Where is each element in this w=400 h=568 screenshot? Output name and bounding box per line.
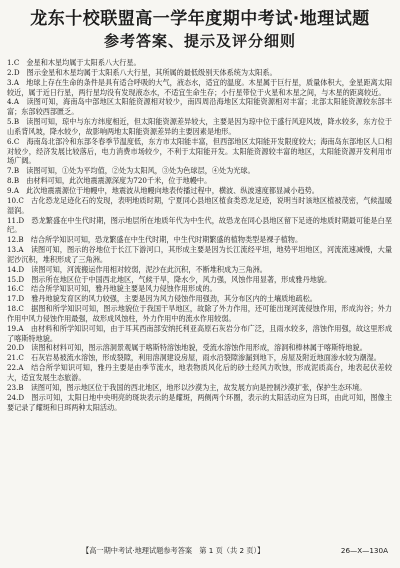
answer-item-7: 7.B 读图可知，①处为平均值，②处为太阳风，③处为色球层，④处为光球。 bbox=[7, 166, 255, 176]
answer-item-3: 3.A 地球上存在生命的条件是具有适合呼吸的大气，液态水，适宜的温度。木星属于巨行星，质量体积大，金星距离太阳较近，属于近日行星，两行星均没有发现液态水，不适宜生命生存；小行星带位于火星和木星之间，与木星的距离较近。 bbox=[7, 77, 392, 97]
answer-item-24: 24.D 图示可知，太阳日地中央明亮的斑块表示的是耀斑，两侧两个环圈，表示的太阳活动应为日珥，由此可知，图像主要记录了耀斑和日珥两种太阳活动。 bbox=[7, 392, 392, 412]
answer-item-19: 19.A 由材料和所学知识可知，由于耳其西南部安纳托利亚高原石灰岩分布广泛，且雨水较多，溶蚀作用强，故这里形成了喀斯特地貌。 bbox=[7, 323, 392, 343]
answer-item-23: 23.B 读图可知，图示地区位于我国的西北地区，地形以沙漠为主，故发展方向是控制沙漠扩张，保护生态环境。 bbox=[7, 382, 367, 392]
answer-item-1: 1.C 金星和木星均属于太阳系八大行星。 bbox=[7, 58, 141, 67]
answer-list bbox=[7, 58, 392, 412]
answer-item-22: 22.A 结合所学知识可知，雅丹主要是由季节流水，地表物质风化后的砂土经风力吹蚀，形成泥质高台，地表起伏差较大，适宜发展生态旅游。 bbox=[7, 363, 392, 382]
answer-item-12: 12.B 结合所学知识可知，恐龙繁盛在中生代时期，中生代时期繁盛的植物类型是裸子植物。 bbox=[7, 235, 303, 245]
answer-item-9: 9.A 此次地震震源位于地幔中，地震波从地幔向地表传播过程中，横波、纵波速度都显减小趋势。 bbox=[7, 185, 319, 195]
answer-item-4: 4.A 读图可知，海南岛中部地区太阳能资源相对较少，南四周沿海地区太阳能资源相对丰富；北部太阳能资源较东部丰富；东部较西部匮乏。 bbox=[7, 97, 392, 117]
page-footer bbox=[0, 546, 392, 558]
answer-item-6: 6.C 海南岛北部冷和东部冬春季节温度低，东方市太阳能丰富，但西部地区太阳能开发限度较大；海南岛东部地区人口相对较少，经济发展比较落后，电力消费市场较少，不利于太阳能开发。太阳能资源较丰富的地区，太阳能资源开发利用市场广阔。 bbox=[7, 136, 392, 166]
answer-item-15: 15.D 图示所在地区位于中国西北地区，气候干旱，降水少，风力强，风蚀作用显著，形成雅丹地貌。 bbox=[7, 274, 332, 284]
answer-item-11: 11.D 恐龙繁盛在中生代时期，图示地层所在地质年代为中生代，故恐龙在同心县地区留下足迹的地质时期最可能是白垩纪。 bbox=[7, 215, 392, 235]
answer-item-5: 5.B 读图可知，琼中与东方纬度相近，但太阳能资源差异较大，主要是因为琼中位于盛行风迎风坡，降水较多，东方位于山系背风坡，降水较少，故影响两地太阳能资源差异的主要因素是地形。 bbox=[7, 117, 392, 136]
answer-item-13: 13.A 读图可知，图示的谷地位于长江下游河口，其形成主要是因为长江流经平坦，地势平坦地区，河流流速减慢，大量泥沙沉积，堆积形成了三角洲。 bbox=[7, 245, 392, 264]
footer-exam-code: 26—X—130A bbox=[340, 546, 388, 555]
page-subtitle: 参考答案、提示及评分细则 bbox=[103, 32, 296, 50]
footer-page-info: 【高一期中考试·地理试题参考答案 第 1 页（共 2 页）】 bbox=[82, 546, 265, 555]
answer-item-20: 20.D 读图和材料可知，图示溶洞景观属于喀斯特溶蚀地貌，受流水溶蚀作用形成，溶洞和棒林属于喀斯特地貌。 bbox=[7, 343, 367, 353]
answer-item-17: 17.D 雅丹地貌发育区的风力较强，主要是因为风力侵蚀作用强劲，其分布区内的土壤质地疏松。 bbox=[7, 294, 317, 304]
answer-item-18: 18.C 据图和所学知识可知，图示地貌位于我国干旱地区，故除了外力作用，还可能出现河流侵蚀作用，形成沟谷；外力作用中风力侵蚀作用最强，故形成风蚀柱，外力作用中的流水作用较弱。 bbox=[7, 304, 392, 323]
answer-item-2: 2.D 图示金星和木星均属于太阳系八大行星，其所属的最低级别天体系统为太阳系。 bbox=[7, 67, 277, 77]
answer-item-14: 14.D 读图可知，河流搬运作用相对较弱，泥沙在此沉积，不断堆积成为三角洲。 bbox=[7, 264, 267, 274]
answer-item-10: 10.C 古化恐龙足迹化石的发现，表明地质时期，宁夏同心县地区植食类恐龙足迹，说明当时该地区植被茂密，气候温暖湿润。 bbox=[7, 195, 392, 215]
answer-item-21: 21.C 石灰岩易被流水溶蚀，形成裂隙，利用溶洞建设房屋，雨水沿裂隙渗漏到地下，房屋及附近地面渗水较为潮湿。 bbox=[7, 353, 381, 363]
page-title: 龙东十校联盟高一学年度期中考试·地理试题 bbox=[30, 9, 370, 29]
answer-item-16: 16.C 结合所学知识可知，雅丹地貌主要是风力侵蚀作用形成的。 bbox=[7, 284, 217, 294]
answer-item-8: 8.B 由材料可知，此次地震震源深度为720千米，位于地幔中。 bbox=[7, 176, 212, 186]
